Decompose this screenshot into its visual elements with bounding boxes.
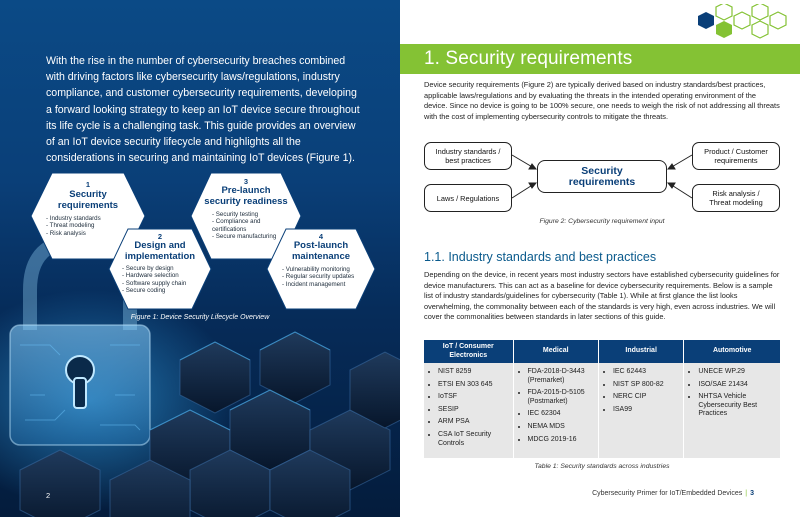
step-items	[122, 265, 186, 295]
list-item: • ETSI EN 303 645	[438, 381, 509, 390]
footer-title: Cybersecurity Primer for IoT/Embedded Devices	[592, 490, 743, 497]
list-item: • ISA99	[613, 406, 679, 415]
security-requirements-paragraph: Device security requirements (Figure 2) are typically derived based on industry standards/best practices, applicable laws/regulations and by evaluating the threats in the intended operating environment of the device. Since no device is going to be 100% secure, one needs to weigh the risk of not addressing all threats with the cost of implementing cybersecurity controls to mitigate the threats.	[424, 80, 780, 121]
step-title-line-2: implementation	[124, 251, 196, 262]
list-item: • SESIP	[438, 406, 509, 415]
diagram-box-industry-standards	[424, 142, 512, 170]
box-line: best practices	[445, 156, 491, 165]
header-line: IoT / Consumer	[442, 343, 494, 350]
standards-table	[424, 340, 780, 458]
list-item: • UNECE WP.29	[698, 368, 776, 377]
step-title-line-2: maintenance	[291, 251, 351, 262]
step-title-line-1: Design and	[134, 240, 186, 251]
step-title-line-1: Pre-launch	[221, 185, 271, 196]
box-line: requirements	[568, 175, 636, 188]
footer-separator: |	[745, 490, 748, 497]
box-line: requirements	[714, 156, 758, 165]
hexagon-decoration-icon	[688, 4, 798, 46]
list-item: • FDA-2018-D-3443 (Premarket)	[528, 368, 594, 385]
subsection-title: 1.1. Industry standards and best practices	[424, 250, 657, 264]
step-item: - Secure by design	[122, 265, 186, 272]
lifecycle-diagram	[0, 168, 400, 318]
step-item: - Software supply chain	[122, 280, 186, 287]
step-title-line-1: Post-launch	[293, 240, 349, 251]
list-item: • CSA IoT Security Controls	[438, 431, 509, 448]
step-title-line-2: security readiness	[204, 196, 288, 207]
step-items	[46, 215, 101, 237]
step-item: - Risk analysis	[46, 230, 101, 237]
step-number: 1	[85, 180, 91, 189]
lifecycle-step-4	[266, 228, 376, 310]
list-item: • MDCG 2019-16	[528, 436, 594, 445]
list-item: • IEC 62304	[528, 410, 594, 419]
figure-1-caption: Figure 1: Device Security Lifecycle Overview	[130, 314, 270, 321]
table-cell-iot	[424, 363, 513, 458]
box-line: Laws / Regulations	[436, 193, 500, 203]
list-item: • IoTSF	[438, 393, 509, 402]
requirements-input-diagram	[424, 138, 780, 216]
industry-standards-paragraph: Depending on the device, in recent years most industry sectors have established cybersecurity guidelines for device manufacturers. This can act as a baseline for device cybersecurity requirements. Below is a sample list of industry standards/guidelines for cybersecurity (Table 1). While at first glance the list looks overwhelming, the commonality between each of the standards is very high, even across industries. We will cover the commonalities between standards in later sections of this guide.	[424, 270, 780, 322]
table-cell-medical	[513, 363, 598, 458]
list-item: • IEC 62443	[613, 368, 679, 377]
page-number-left: 2	[46, 491, 51, 500]
step-number: 3	[243, 177, 249, 186]
list-item: • NHTSA Vehicle Cybersecurity Best Practices	[698, 393, 776, 419]
list-item: • NIST 8259	[438, 368, 509, 377]
step-number: 2	[157, 232, 163, 241]
list-item: • NIST SP 800-82	[613, 381, 679, 390]
table-1-caption: Table 1: Security standards across industries	[534, 463, 670, 470]
page-number-right: 3	[750, 490, 754, 497]
column-header-iot	[424, 340, 513, 363]
step-item: - Hardware selection	[122, 272, 186, 279]
box-line: Risk analysis /	[712, 189, 760, 198]
box-line: Threat modeling	[709, 198, 763, 207]
step-item: - Secure manufacturing	[212, 233, 288, 240]
step-items	[282, 266, 354, 288]
diagram-box-laws-regulations	[424, 184, 512, 212]
step-title-line-1: Security	[69, 189, 107, 200]
step-item: - Secure coding	[122, 287, 186, 294]
box-line: Product / Customer	[704, 147, 768, 156]
table-cell-industrial	[598, 363, 683, 458]
table-cell-automotive	[684, 363, 780, 458]
list-item: • NEMA MDS	[528, 423, 594, 432]
diagram-box-risk-analysis	[692, 184, 780, 212]
header-line: Electronics	[449, 351, 488, 359]
step-item: - Industry standards	[46, 215, 101, 222]
step-item: - Compliance and certifications	[212, 218, 288, 233]
list-item: • NERC CIP	[613, 393, 679, 402]
section-title: 1. Security requirements	[424, 48, 633, 69]
column-header-automotive: Automotive	[684, 340, 780, 363]
box-line: Industry standards /	[435, 147, 501, 156]
box-line: Security	[581, 164, 623, 177]
diagram-box-product-customer	[692, 142, 780, 170]
step-item: - Vulnerability monitoring	[282, 266, 354, 273]
step-item: - Threat modeling	[46, 222, 101, 229]
list-item: • FDA-2015-D-5105 (Postmarket)	[528, 389, 594, 406]
step-number: 4	[318, 232, 324, 241]
step-item: - Regular security updates	[282, 273, 354, 280]
figure-2-caption: Figure 2: Cybersecurity requirement input	[539, 218, 665, 225]
list-item: • ARM PSA	[438, 418, 509, 427]
table-row	[424, 363, 780, 458]
intro-paragraph: With the rise in the number of cybersecurity breaches combined with driving factors like cybersecurity laws/regulations, industry compliance, and customer cybersecurity requirements, developing a forward looking strategy to keep an IoT device secure throughout its life cycle is a challenging task. This guide provides an overview of an IoT device security lifecycle and highlights all the considerations in securing and maintaining IoT devices (Figure 1).	[46, 55, 360, 165]
column-header-industrial: Industrial	[598, 340, 683, 363]
right-page	[400, 0, 800, 517]
step-item: - Incident management	[282, 281, 354, 288]
step-title-line-2: requirements	[57, 200, 119, 211]
diagram-box-security-requirements	[537, 160, 667, 193]
list-item: • ISO/SAE 21434	[698, 381, 776, 390]
table-header-row	[424, 340, 780, 363]
step-item: - Security testing	[212, 211, 288, 218]
page-footer	[592, 490, 754, 497]
column-header-medical: Medical	[513, 340, 598, 363]
